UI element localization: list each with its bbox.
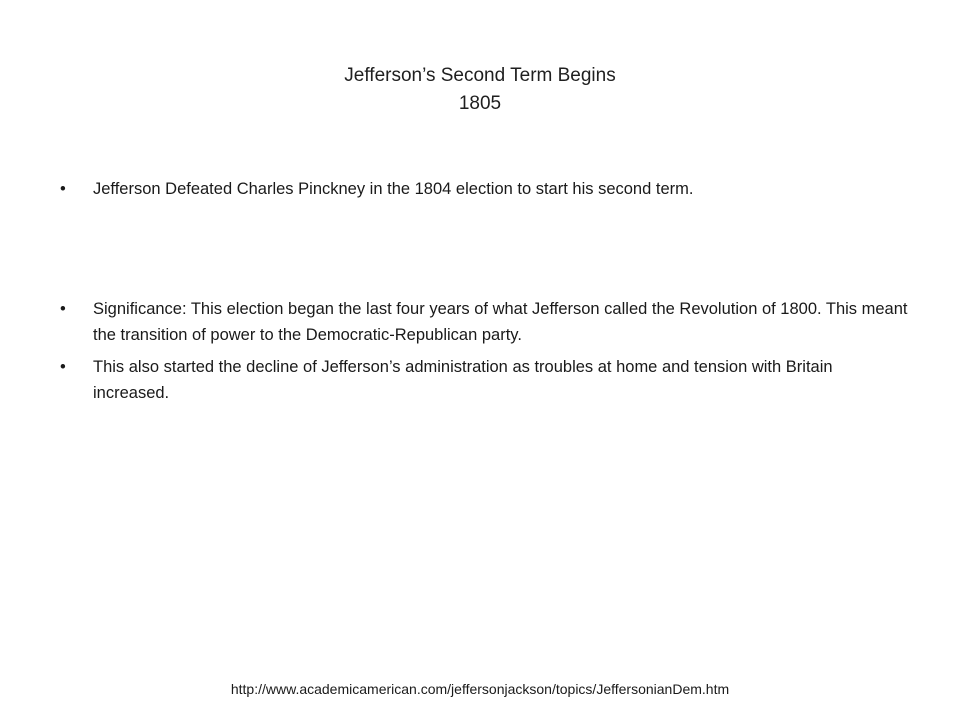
slide-title-year: 1805 bbox=[458, 93, 502, 114]
slide-title bbox=[0, 62, 960, 118]
bullet-item bbox=[58, 354, 908, 406]
bullet-item bbox=[58, 176, 908, 202]
bullet-item bbox=[58, 296, 908, 348]
bullet-point-icon: • bbox=[60, 300, 66, 318]
bullet-point-icon: • bbox=[60, 180, 66, 198]
source-url[interactable]: http://www.academicamerican.com/jeffersonjackson/topics/JeffersonianDem.htm bbox=[230, 681, 730, 697]
slide-title-text: Jefferson’s Second Term Begins bbox=[344, 65, 616, 86]
bullet-text: This also started the decline of Jefferson’s administration as troubles at home and tension with Britain increased. bbox=[93, 358, 833, 402]
bullet-point-icon: • bbox=[60, 358, 66, 376]
bullet-list bbox=[58, 176, 908, 406]
bullet-text: Jefferson Defeated Charles Pinckney in the 1804 election to start his second term. bbox=[93, 180, 694, 198]
bullet-text: Significance: This election began the last four years of what Jefferson called the Revolution of 1800. This meant the transition of power to the Democratic-Republican party. bbox=[93, 300, 908, 344]
